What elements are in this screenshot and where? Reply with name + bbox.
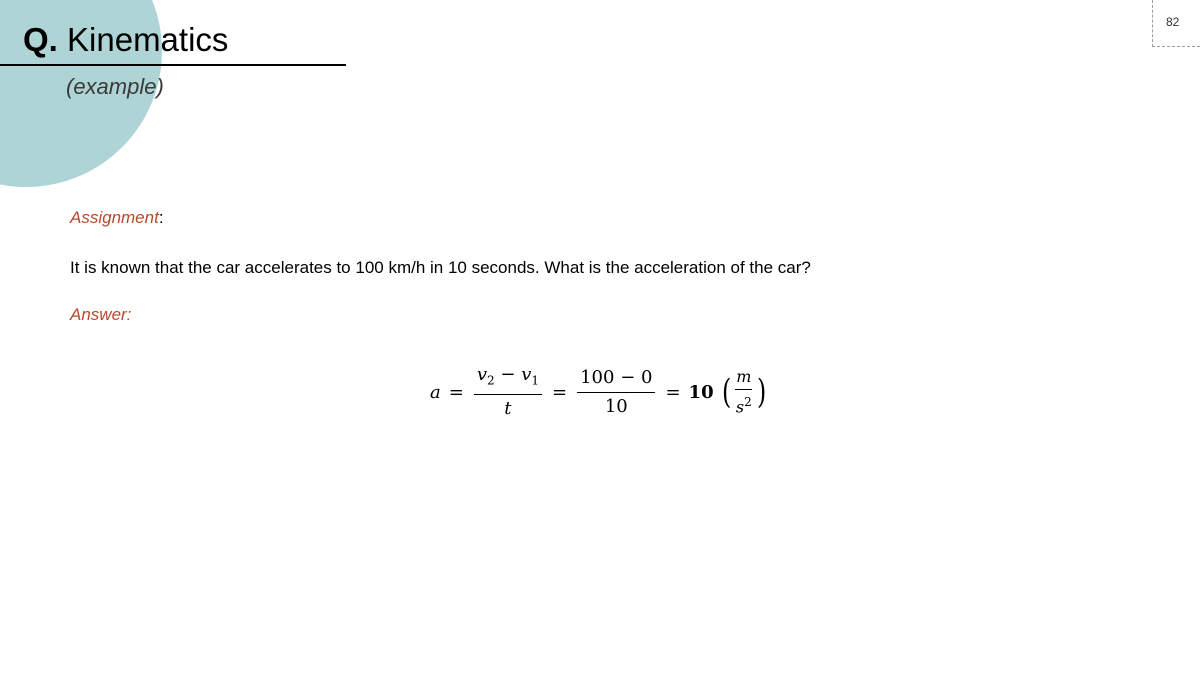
title-prefix: Q. [23, 21, 58, 58]
paren-close: ) [756, 372, 767, 412]
page-number: 82 [1166, 15, 1180, 29]
velocity-numerator [474, 364, 542, 396]
equals-sign: = [448, 381, 464, 403]
unit-denominator [735, 390, 753, 416]
equals-sign-2: = [552, 381, 568, 403]
numeric-fraction [577, 367, 655, 418]
equals-sign-3: = [665, 381, 681, 403]
v1-subscript: 1 [531, 373, 540, 388]
result-value: 10 [688, 381, 714, 403]
title-underline [0, 64, 346, 66]
v1-symbol: v [521, 363, 532, 385]
minus-sign: − [500, 363, 516, 385]
v2-symbol: v [476, 363, 487, 385]
page-title [23, 20, 228, 60]
paren-open: ( [721, 372, 731, 412]
unit-seconds: s [735, 397, 745, 417]
equation-lhs: a [430, 381, 441, 403]
velocity-denominator: t [504, 398, 512, 420]
v2-subscript: 2 [487, 373, 495, 388]
unit-numerator: m [735, 368, 752, 390]
answer-label: Answer: [70, 305, 132, 324]
unit-fraction [735, 368, 753, 416]
acceleration-equation [430, 360, 768, 424]
assignment-heading [70, 208, 164, 228]
unit-exponent: 2 [744, 394, 752, 409]
assignment-label: Assignment [70, 208, 159, 227]
subtitle: (example) [66, 74, 164, 99]
question-text: It is known that the car accelerates to 100 km/h in 10 seconds. What is the acceleration of the car? [70, 258, 811, 277]
velocity-fraction [474, 364, 542, 421]
numeric-numerator: 100 − 0 [577, 367, 655, 393]
numeric-denominator: 10 [604, 395, 628, 417]
assignment-colon: : [158, 208, 164, 227]
title-text: Kinematics [67, 21, 229, 58]
